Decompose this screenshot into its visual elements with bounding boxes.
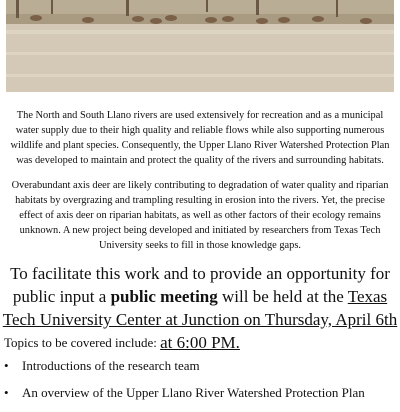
deer-herd-field-photo bbox=[6, 0, 394, 92]
list-item bbox=[0, 358, 400, 385]
public-meeting-bold: public meeting bbox=[110, 287, 218, 306]
announcement-text-1: To facilitate this work and to provide an opportunity for public input a bbox=[10, 264, 390, 306]
deer-herd-photo bbox=[6, 0, 394, 92]
bullet: • bbox=[4, 358, 9, 373]
topic-label: An overview of the Upper Llano River Watershed Protection Plan bbox=[22, 385, 365, 400]
topic-label: Introductions of the research team bbox=[22, 358, 200, 373]
list-item bbox=[0, 385, 400, 412]
bullet: • bbox=[4, 385, 9, 400]
meeting-location-date: Texas Tech University Center at Junction on Thursday, April 6th at 6:00 PM. bbox=[2, 287, 398, 352]
topics-list bbox=[0, 358, 400, 412]
intro-paragraph: The North and South Llano rivers are used extensively for recreation and as a municipal water supply due to their high quality and reliable flows while also supporting numerous wildlife and plant species. Consequently, the Upper Llano River Watershed Protection Plan was developed to maintain and protect the quality of the rivers and surrounding habitats. bbox=[10, 110, 390, 166]
announcement-text-2: will be held at the bbox=[217, 287, 348, 306]
topics-heading: Topics to be covered include: bbox=[4, 335, 157, 350]
axis-deer-paragraph: Overabundant axis deer are likely contributing to degradation of water quality and riparian habitats by overgrazing and trampling resulting in erosion into the rivers. Yet, the precise effect of axis deer on riparian habitats, as well as other factors of their ecology remains unknown. A new project being developed and initiated by researchers from Texas Tech University seeks to fill in those knowledge gaps. bbox=[11, 180, 389, 251]
